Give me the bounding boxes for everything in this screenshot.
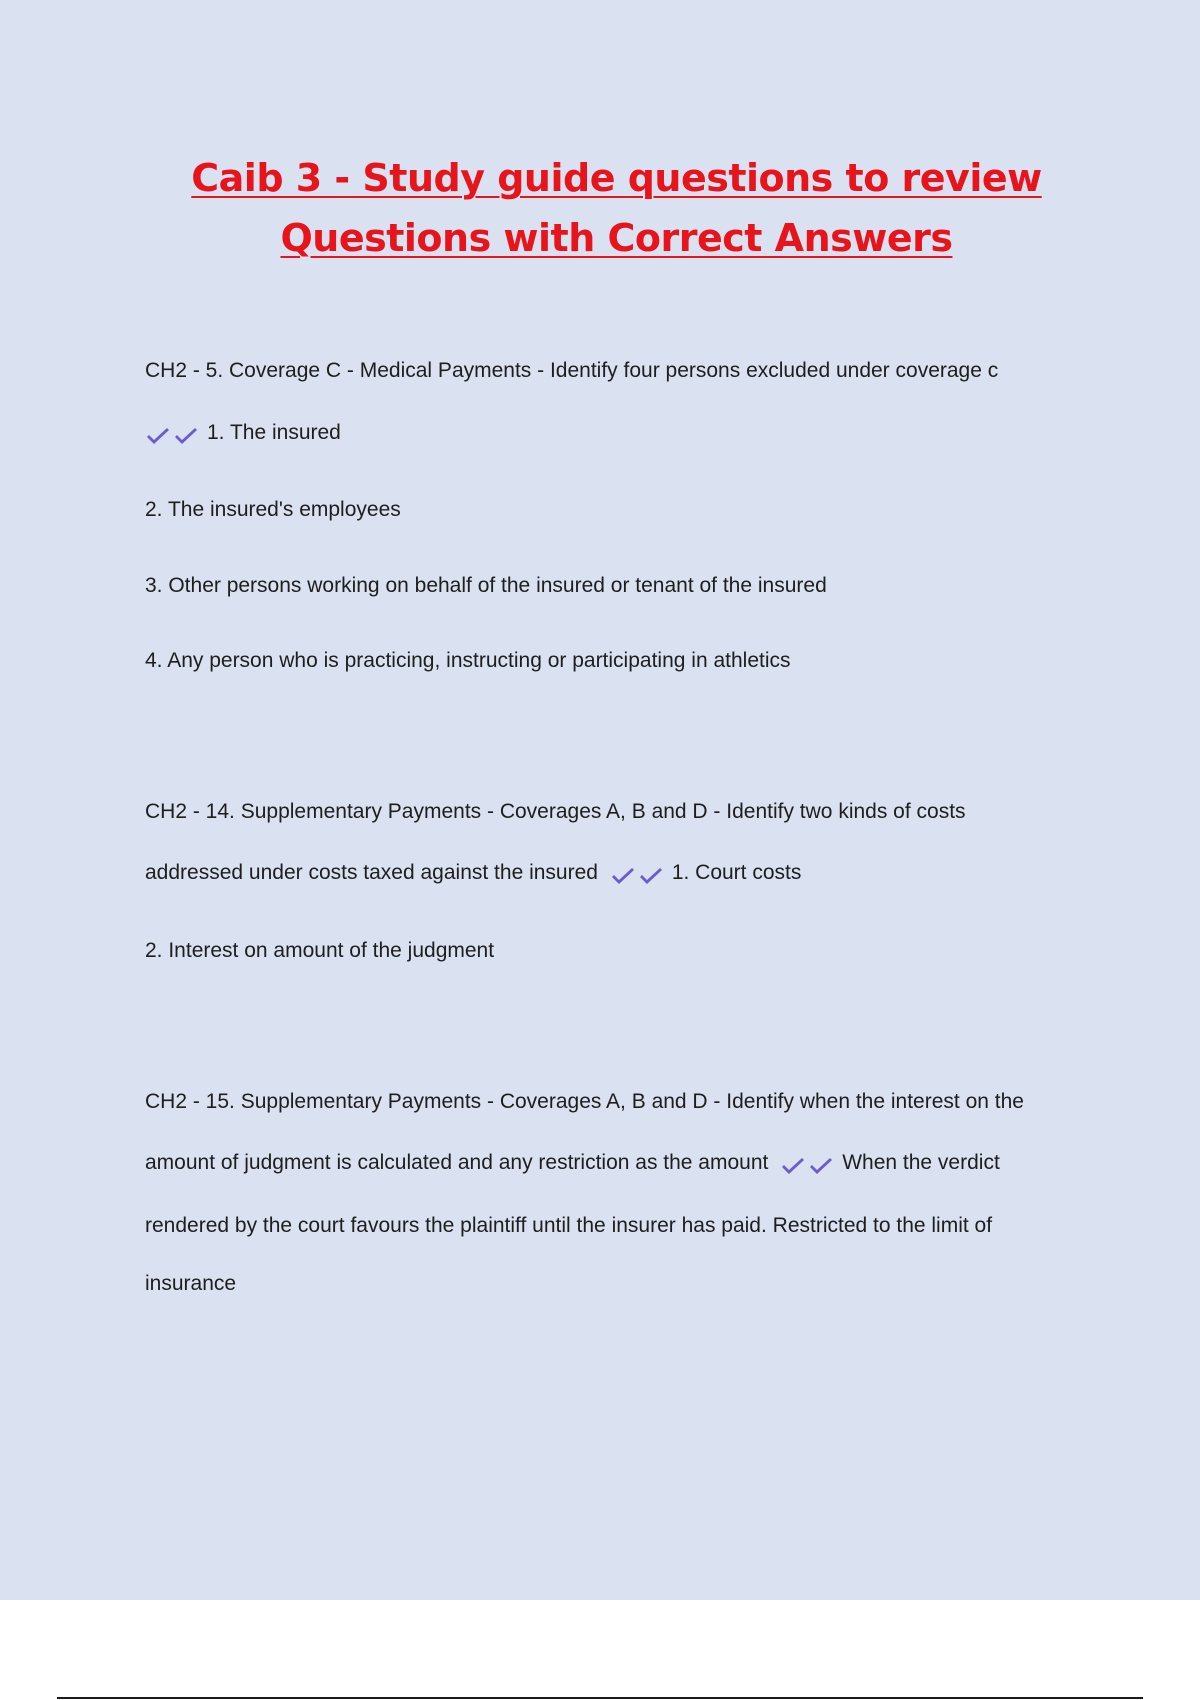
title-line-1: Caib 3 - Study guide questions to review bbox=[191, 156, 1042, 200]
q1-question: CH2 - 5. Coverage C - Medical Payments - Identify four persons excluded under coverage c bbox=[145, 359, 999, 382]
q1-answer-3: 3. Other persons working on behalf of the insured or tenant of the insured bbox=[145, 574, 827, 597]
q3-question-line-2 bbox=[145, 1150, 1000, 1180]
q2-question-line-2-text: addressed under costs taxed against the insured bbox=[145, 861, 598, 884]
document-title bbox=[0, 148, 1200, 268]
q3-answer-line-2: rendered by the court favours the plaintiff until the insurer has paid. Restricted to the limit of bbox=[145, 1214, 993, 1237]
title-line-2: Questions with Correct Answers bbox=[280, 216, 953, 260]
q1-answer-1 bbox=[145, 420, 341, 450]
q3-question-line-1: CH2 - 15. Supplementary Payments - Coverages A, B and D - Identify when the interest on the bbox=[145, 1090, 1024, 1113]
footer-divider bbox=[57, 1697, 1143, 1699]
q2-answer-1: 1. Court costs bbox=[671, 861, 802, 884]
q2-answer-2: 2. Interest on amount of the judgment bbox=[145, 939, 495, 962]
q2-question-line-2 bbox=[145, 860, 801, 890]
double-check-icon bbox=[145, 424, 205, 450]
double-check-icon bbox=[780, 1154, 840, 1180]
q1-answer-2: 2. The insured's employees bbox=[145, 498, 401, 521]
q2-question-line-1: CH2 - 14. Supplementary Payments - Coverages A, B and D - Identify two kinds of costs bbox=[145, 800, 966, 823]
q1-answer-4: 4. Any person who is practicing, instructing or participating in athletics bbox=[145, 649, 791, 672]
q3-answer-line-3: insurance bbox=[145, 1272, 237, 1295]
double-check-icon bbox=[610, 864, 670, 890]
q3-question-line-2-text: amount of judgment is calculated and any restriction as the amount bbox=[145, 1151, 769, 1174]
q1-answer-1-text: 1. The insured bbox=[207, 421, 341, 444]
q3-answer-line-1: When the verdict bbox=[842, 1151, 1000, 1174]
